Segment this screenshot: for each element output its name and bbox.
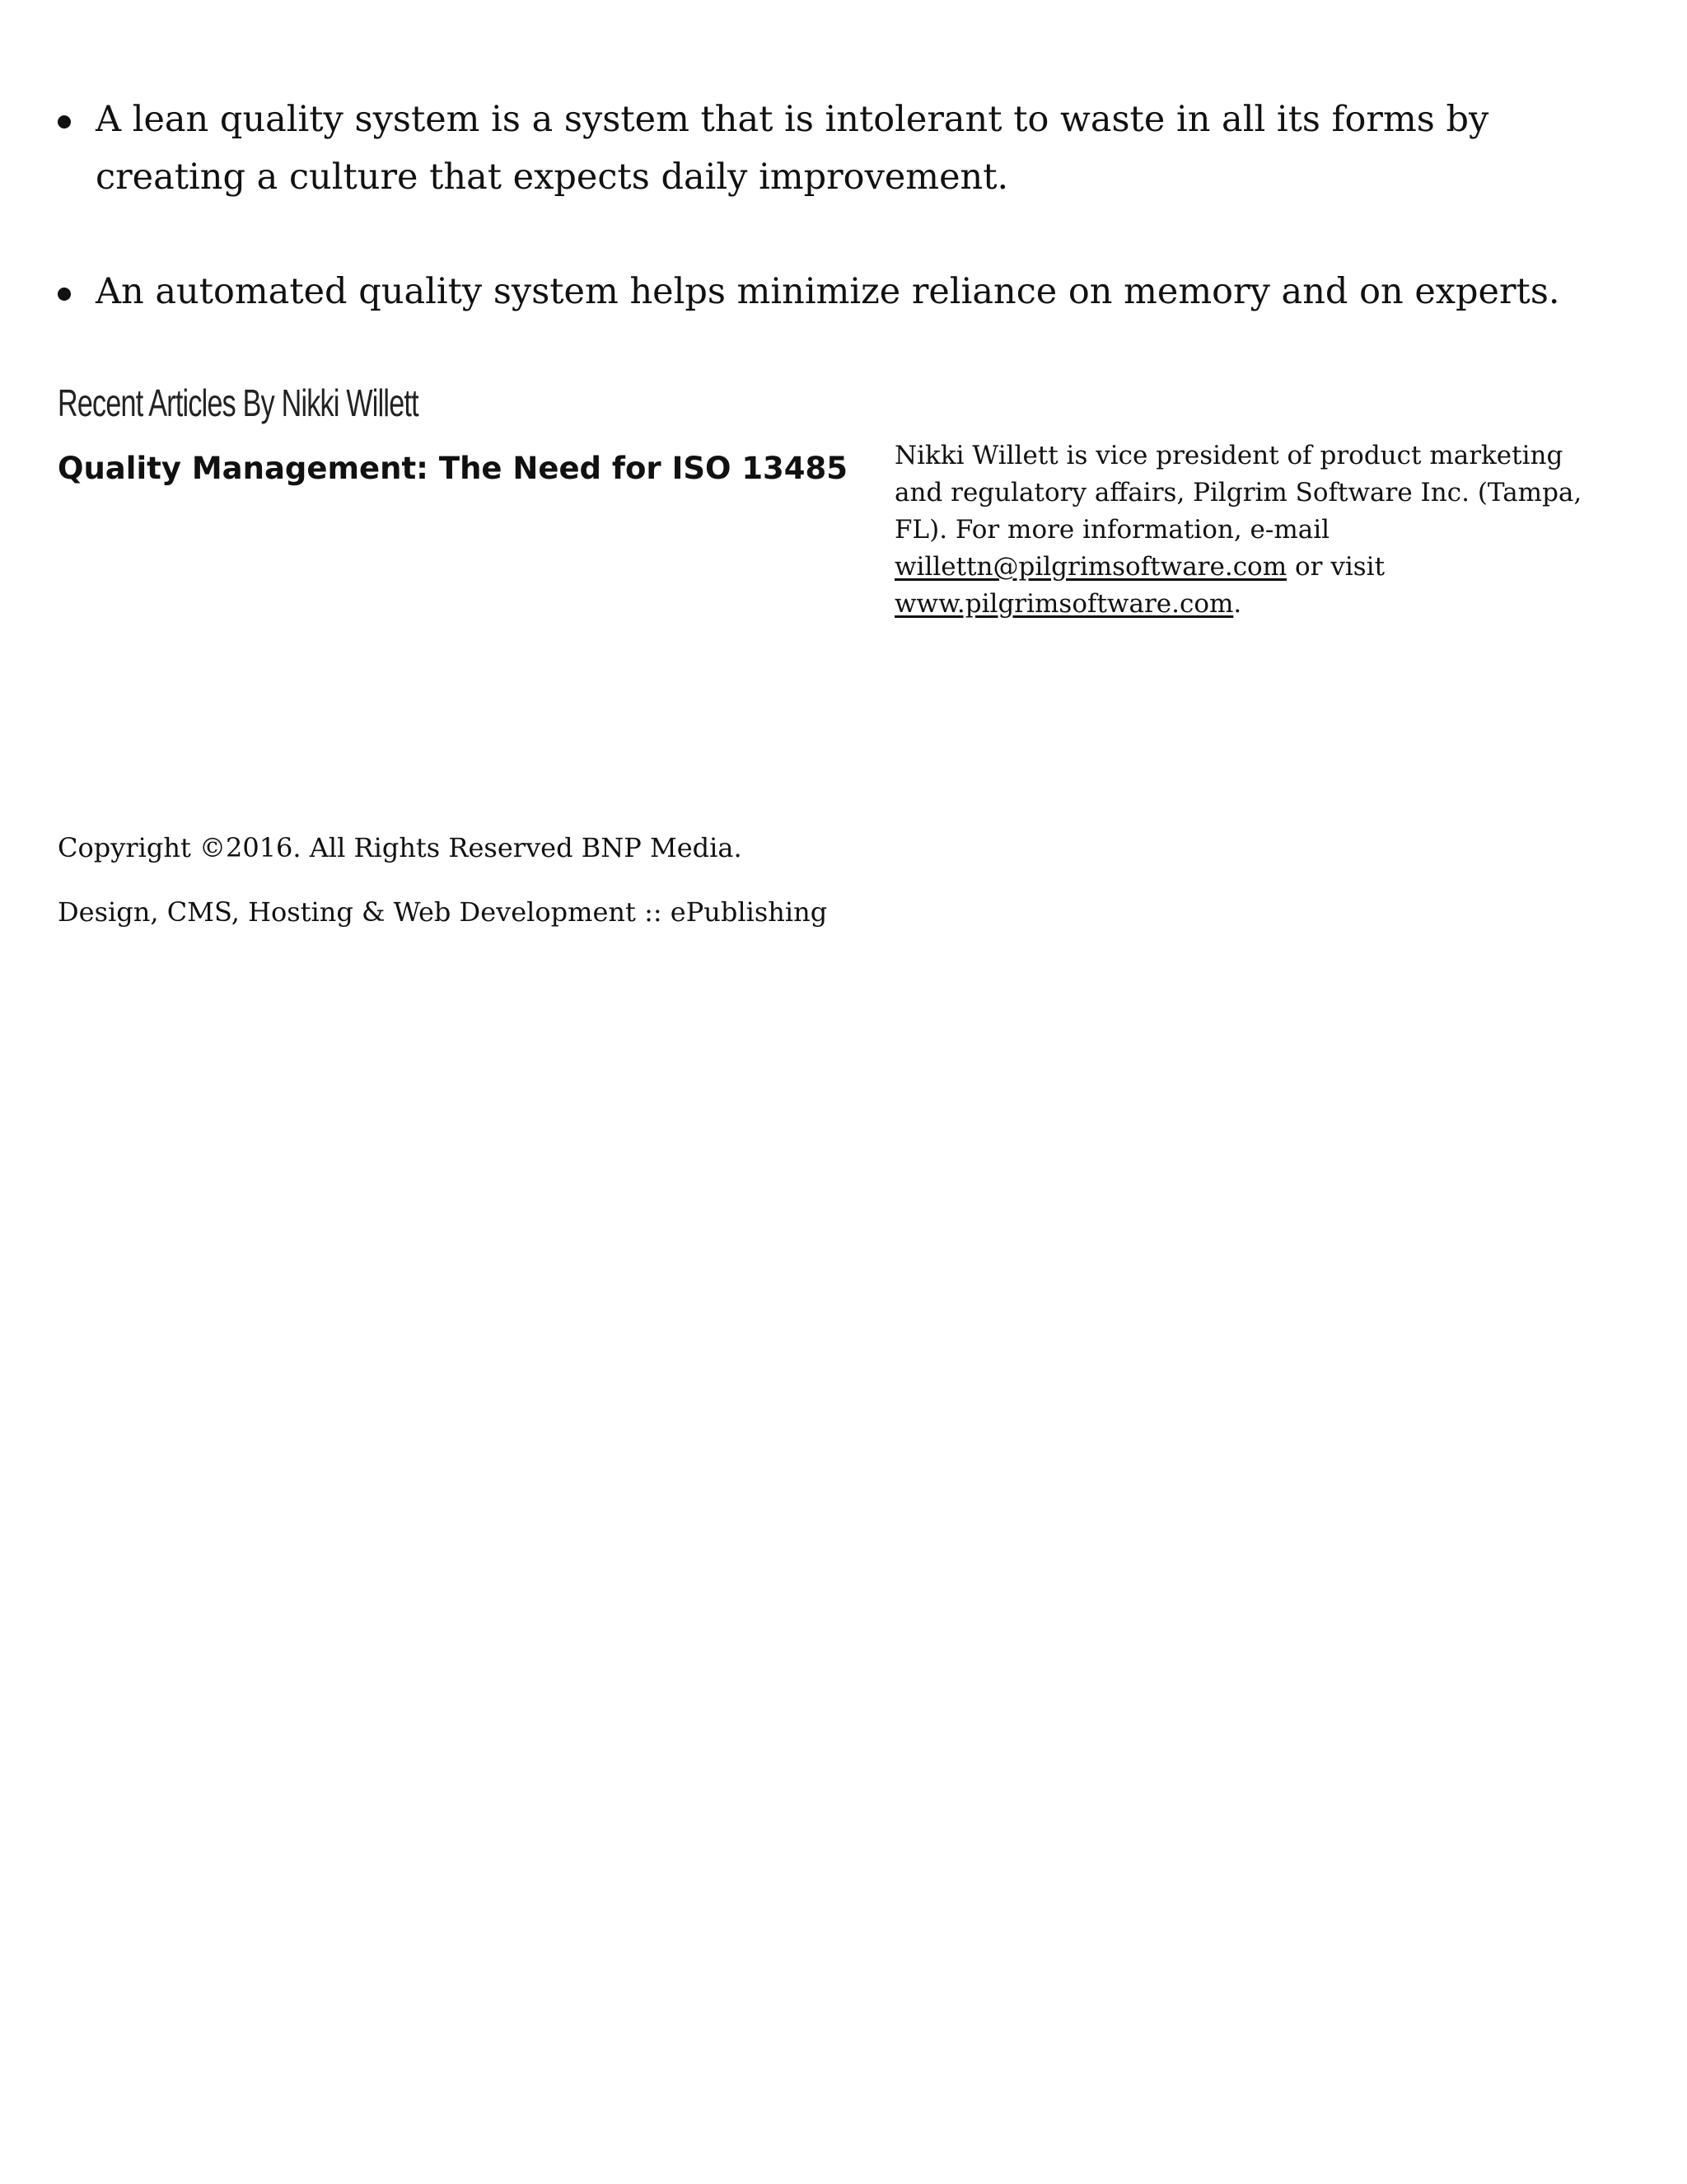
article-bullet-list [58,91,1623,320]
article-bullet-item [58,91,1623,206]
author-email-link[interactable]: willettn@pilgrimsoftware.com [895,552,1287,582]
article-page [58,91,1623,928]
recent-article-link[interactable]: Quality Management: The Need for ISO 13485 [58,451,848,486]
author-bio-end: . [1233,589,1242,619]
author-visit-text: or visit [1294,552,1386,582]
article-bullet-item [58,263,1623,320]
author-bio-text: Nikki Willett is vice president of product marketing and regulatory affairs, Pilgrim Software Inc. (Tampa, FL). For more information, e-mail [895,441,1582,545]
author-section [58,379,1623,626]
author-bio [895,437,1587,623]
footer-credits: Design, CMS, Hosting & Web Development :: ePublishing [58,896,828,928]
site-footer [58,830,964,959]
copyright-text: Copyright ©2016. All Rights Reserved BNP Media. [58,832,742,863]
bullet-icon [58,288,71,301]
recent-articles [58,379,848,488]
recent-articles-heading: Recent Articles By Nikki Willett [58,381,418,424]
bullet-text: An automated quality system helps minimize reliance on memory and on experts. [96,271,1560,312]
bullet-icon [58,115,71,129]
author-website-link[interactable]: www.pilgrimsoftware.com [895,589,1234,619]
bullet-text: A lean quality system is a system that is intolerant to waste in all its forms by creating a culture that expects daily improvement. [96,99,1489,198]
